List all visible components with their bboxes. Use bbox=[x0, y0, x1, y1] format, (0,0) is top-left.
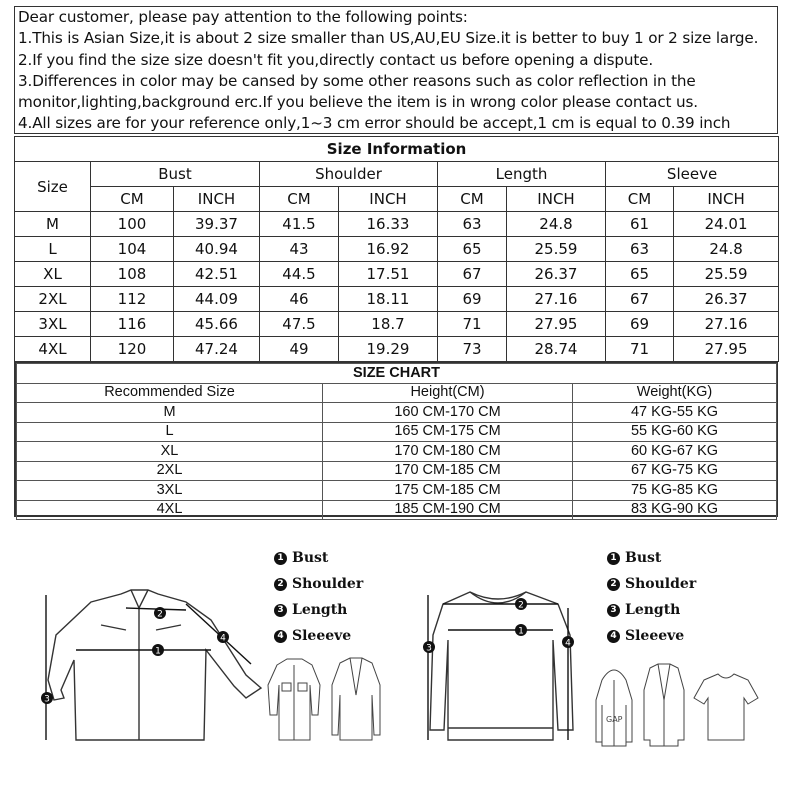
measurement-cell: 45.66 bbox=[174, 312, 260, 337]
size-row bbox=[15, 212, 779, 237]
number-badge-icon: 3 bbox=[607, 604, 620, 617]
size-chart-row bbox=[17, 481, 777, 501]
measurement-cell: 47.5 bbox=[260, 312, 339, 337]
measurement-cell: 17.51 bbox=[339, 262, 438, 287]
measurement-marker-sleeve-icon bbox=[562, 636, 574, 649]
recommended-size-cell: 3XL bbox=[17, 481, 323, 501]
size-label-cell: XL bbox=[15, 262, 91, 287]
chart-header-height: Height(CM) bbox=[323, 383, 573, 403]
right-legend bbox=[607, 545, 696, 649]
svg-text:3: 3 bbox=[426, 643, 432, 654]
recommended-size-cell: L bbox=[17, 422, 323, 442]
size-chart-row bbox=[17, 461, 777, 481]
measurement-cell: 16.92 bbox=[339, 237, 438, 262]
svg-text:4: 4 bbox=[565, 638, 571, 649]
measurement-cell: 19.29 bbox=[339, 337, 438, 362]
measurement-cell: 18.11 bbox=[339, 287, 438, 312]
measurement-cell: 69 bbox=[606, 312, 674, 337]
size-row bbox=[15, 237, 779, 262]
size-chart-table bbox=[16, 363, 777, 520]
notice-line: 1.This is Asian Size,it is about 2 size smaller than US,AU,EU Size.it is better to buy 1 or 2 size large. bbox=[18, 29, 759, 48]
size-information-title: Size Information bbox=[15, 137, 779, 162]
hoodie-icon bbox=[596, 670, 632, 746]
recommended-size-cell: 4XL bbox=[17, 500, 323, 520]
size-row bbox=[15, 287, 779, 312]
number-badge-icon: 1 bbox=[607, 552, 620, 565]
weight-range-cell: 83 KG-90 KG bbox=[573, 500, 777, 520]
legend-item-sleeve: 4 Sleeeve bbox=[607, 623, 696, 649]
tshirt-icon bbox=[694, 674, 758, 740]
chart-header-recommended-size: Recommended Size bbox=[17, 383, 323, 403]
measurement-marker-bust-icon bbox=[152, 644, 164, 657]
unit-header: CM bbox=[260, 187, 339, 212]
group-header-length: Length bbox=[438, 162, 606, 187]
cardigan-icon bbox=[644, 664, 684, 746]
denim-jacket-icon bbox=[268, 659, 320, 740]
recommended-size-cell: XL bbox=[17, 442, 323, 462]
legend-item-length: 3 Length bbox=[274, 597, 363, 623]
svg-text:1: 1 bbox=[518, 626, 524, 637]
notice-line: Dear customer, please pay attention to the following points: bbox=[18, 8, 468, 26]
size-chart-title: SIZE CHART bbox=[17, 364, 777, 384]
measurement-cell: 27.95 bbox=[507, 312, 606, 337]
measurement-cell: 63 bbox=[438, 212, 507, 237]
measurement-cell: 100 bbox=[91, 212, 174, 237]
notice-line: 3.Differences in color may be cansed by some other reasons such as color reflection in the bbox=[18, 71, 696, 90]
notice-line: monitor,lighting,background erc.If you believe the item is in wrong color please contact us. bbox=[18, 93, 698, 112]
measurement-cell: 39.37 bbox=[174, 212, 260, 237]
legend-item-sleeve: 4 Sleeeve bbox=[274, 623, 363, 649]
notice-line: 4.All sizes are for your reference only,1~3 cm error should be accept,1 cm is equal to 0.39 inch bbox=[18, 114, 731, 133]
measurement-cell: 24.8 bbox=[674, 237, 779, 262]
measurement-cell: 28.74 bbox=[507, 337, 606, 362]
measurement-cell: 44.09 bbox=[174, 287, 260, 312]
weight-range-cell: 60 KG-67 KG bbox=[573, 442, 777, 462]
measurement-cell: 63 bbox=[606, 237, 674, 262]
height-range-cell: 185 CM-190 CM bbox=[323, 500, 573, 520]
group-header-shoulder: Shoulder bbox=[260, 162, 438, 187]
chart-header-weight: Weight(KG) bbox=[573, 383, 777, 403]
svg-text:2: 2 bbox=[157, 609, 163, 620]
measurement-cell: 120 bbox=[91, 337, 174, 362]
size-chart-row bbox=[17, 403, 777, 423]
legend-item-bust: 1 Bust bbox=[607, 545, 696, 571]
measurement-cell: 104 bbox=[91, 237, 174, 262]
measurement-cell: 49 bbox=[260, 337, 339, 362]
measurement-cell: 16.33 bbox=[339, 212, 438, 237]
height-range-cell: 175 CM-185 CM bbox=[323, 481, 573, 501]
recommended-size-cell: 2XL bbox=[17, 461, 323, 481]
number-badge-icon: 2 bbox=[607, 578, 620, 591]
measurement-cell: 43 bbox=[260, 237, 339, 262]
measurement-cell: 112 bbox=[91, 287, 174, 312]
svg-text:GAP: GAP bbox=[606, 715, 623, 724]
measurement-lines bbox=[428, 595, 568, 740]
measurement-cell: 67 bbox=[606, 287, 674, 312]
unit-header: INCH bbox=[674, 187, 779, 212]
measurement-cell: 24.01 bbox=[674, 212, 779, 237]
svg-text:3: 3 bbox=[44, 694, 50, 705]
measurement-cell: 26.37 bbox=[507, 262, 606, 287]
size-information-table bbox=[14, 136, 779, 362]
notice-box bbox=[14, 6, 778, 134]
size-column-header: Size bbox=[15, 162, 91, 212]
size-label-cell: 3XL bbox=[15, 312, 91, 337]
measurement-cell: 42.51 bbox=[174, 262, 260, 287]
legend-item-bust: 1 Bust bbox=[274, 545, 363, 571]
legend-item-shoulder: 2 Shoulder bbox=[607, 571, 696, 597]
unit-header: CM bbox=[606, 187, 674, 212]
measurement-cell: 24.8 bbox=[507, 212, 606, 237]
size-label-cell: M bbox=[15, 212, 91, 237]
hoodie-cardigan-tshirt-icons bbox=[592, 660, 762, 748]
number-badge-icon: 3 bbox=[274, 604, 287, 617]
measurement-cell: 69 bbox=[438, 287, 507, 312]
measurement-cell: 25.59 bbox=[507, 237, 606, 262]
notice-line: 2.If you find the size size doesn't fit you,directly contact us before opening a dispute. bbox=[18, 50, 654, 69]
size-chart-row bbox=[17, 422, 777, 442]
size-chart-row bbox=[17, 442, 777, 462]
size-chart-row bbox=[17, 500, 777, 520]
weight-range-cell: 55 KG-60 KG bbox=[573, 422, 777, 442]
recommended-size-cell: M bbox=[17, 403, 323, 423]
measurement-cell: 73 bbox=[438, 337, 507, 362]
svg-text:1: 1 bbox=[155, 646, 161, 657]
measurement-cell: 44.5 bbox=[260, 262, 339, 287]
unit-header: INCH bbox=[507, 187, 606, 212]
left-legend bbox=[274, 545, 363, 649]
measurement-cell: 46 bbox=[260, 287, 339, 312]
measurement-cell: 40.94 bbox=[174, 237, 260, 262]
sweater-measurement-diagram bbox=[418, 580, 588, 750]
height-range-cell: 170 CM-185 CM bbox=[323, 461, 573, 481]
number-badge-icon: 2 bbox=[274, 578, 287, 591]
weight-range-cell: 67 KG-75 KG bbox=[573, 461, 777, 481]
svg-text:2: 2 bbox=[518, 600, 524, 611]
size-label-cell: L bbox=[15, 237, 91, 262]
weight-range-cell: 75 KG-85 KG bbox=[573, 481, 777, 501]
legend-item-shoulder: 2 Shoulder bbox=[274, 571, 363, 597]
measurement-cell: 25.59 bbox=[674, 262, 779, 287]
sweater-outline-icon bbox=[430, 592, 573, 740]
height-range-cell: 160 CM-170 CM bbox=[323, 403, 573, 423]
size-row bbox=[15, 262, 779, 287]
size-label-cell: 4XL bbox=[15, 337, 91, 362]
measurement-marker-shoulder-icon bbox=[515, 598, 527, 611]
measurement-cell: 18.7 bbox=[339, 312, 438, 337]
measurement-cell: 71 bbox=[606, 337, 674, 362]
height-range-cell: 165 CM-175 CM bbox=[323, 422, 573, 442]
measurement-cell: 26.37 bbox=[674, 287, 779, 312]
unit-header: INCH bbox=[174, 187, 260, 212]
measurement-marker-length-icon bbox=[41, 692, 53, 705]
number-badge-icon: 4 bbox=[607, 630, 620, 643]
size-row bbox=[15, 312, 779, 337]
measurement-marker-length-icon bbox=[423, 641, 435, 654]
measurement-cell: 41.5 bbox=[260, 212, 339, 237]
unit-header-row bbox=[15, 187, 779, 212]
jacket-and-blazer-icons bbox=[262, 655, 390, 745]
size-chart-box bbox=[14, 361, 778, 517]
measurement-cell: 71 bbox=[438, 312, 507, 337]
height-range-cell: 170 CM-180 CM bbox=[323, 442, 573, 462]
group-header-bust: Bust bbox=[91, 162, 260, 187]
measurement-cell: 67 bbox=[438, 262, 507, 287]
measurement-cell: 27.16 bbox=[507, 287, 606, 312]
measurement-cell: 108 bbox=[91, 262, 174, 287]
measurement-cell: 65 bbox=[438, 237, 507, 262]
measurement-marker-bust-icon bbox=[515, 624, 527, 637]
measurement-cell: 65 bbox=[606, 262, 674, 287]
measurement-cell: 27.16 bbox=[674, 312, 779, 337]
size-label-cell: 2XL bbox=[15, 287, 91, 312]
shirt-measurement-diagram bbox=[36, 580, 266, 750]
legend-item-length: 3 Length bbox=[607, 597, 696, 623]
measurement-cell: 61 bbox=[606, 212, 674, 237]
group-header-sleeve: Sleeve bbox=[606, 162, 779, 187]
number-badge-icon: 1 bbox=[274, 552, 287, 565]
svg-text:4: 4 bbox=[220, 633, 226, 644]
weight-range-cell: 47 KG-55 KG bbox=[573, 403, 777, 423]
size-row bbox=[15, 337, 779, 362]
unit-header: INCH bbox=[339, 187, 438, 212]
measurement-cell: 27.95 bbox=[674, 337, 779, 362]
measurement-cell: 116 bbox=[91, 312, 174, 337]
measurement-marker-shoulder-icon bbox=[154, 607, 166, 620]
measurement-cell: 47.24 bbox=[174, 337, 260, 362]
unit-header: CM bbox=[91, 187, 174, 212]
blazer-icon bbox=[332, 658, 380, 740]
number-badge-icon: 4 bbox=[274, 630, 287, 643]
unit-header: CM bbox=[438, 187, 507, 212]
